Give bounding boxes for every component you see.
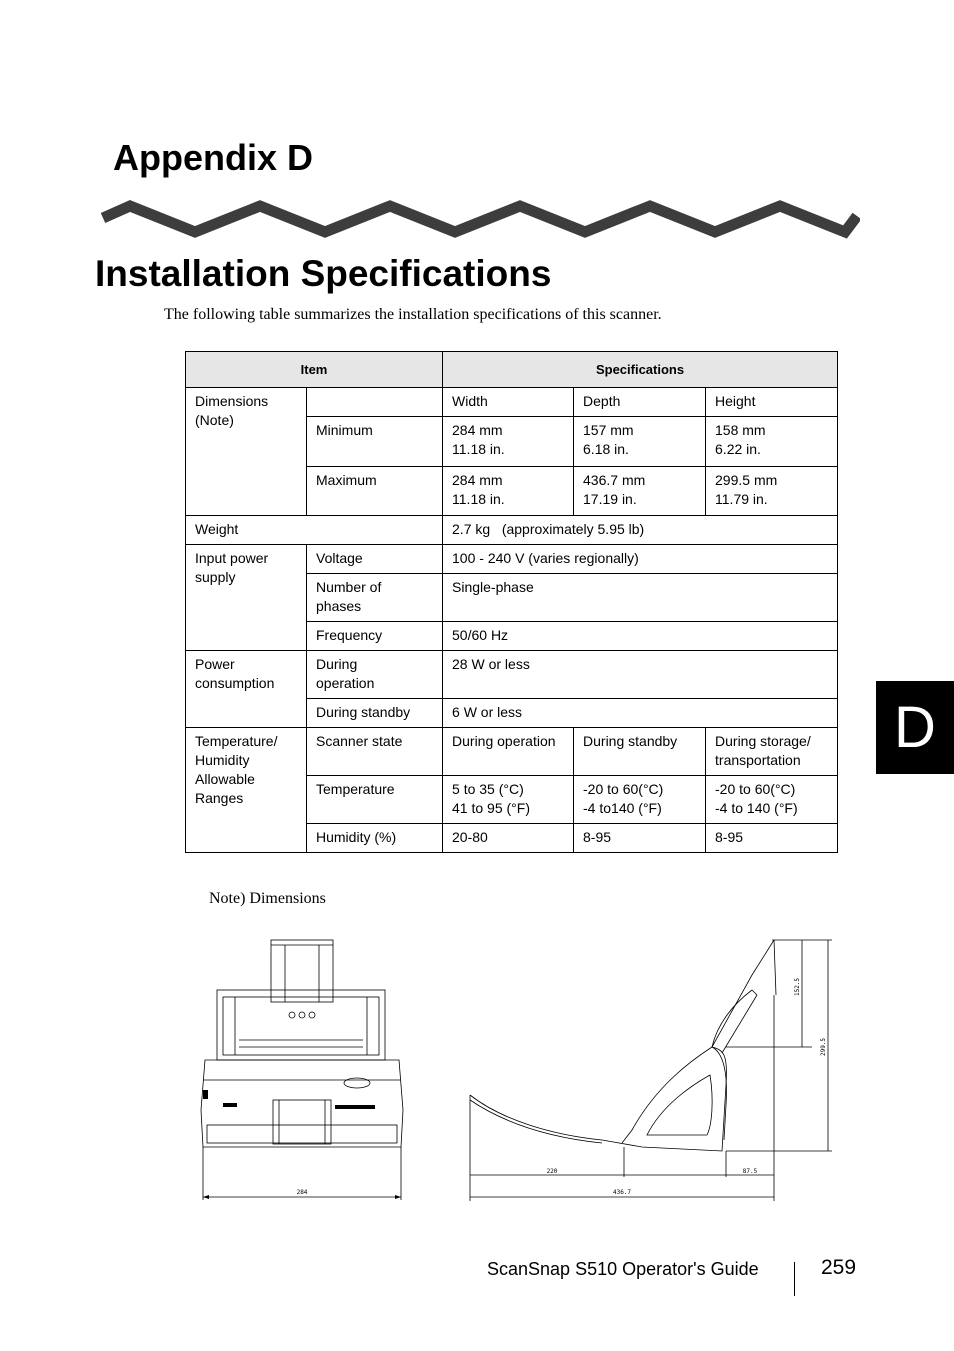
power-consumption-label: Power consumption bbox=[186, 651, 307, 728]
voltage-label: Voltage bbox=[307, 545, 443, 574]
frequency-label: Frequency bbox=[307, 622, 443, 651]
state-standby: During standby bbox=[574, 728, 706, 776]
section-title: Installation Specifications bbox=[95, 253, 552, 294]
appendix-tab: D bbox=[876, 681, 954, 774]
table-row bbox=[186, 651, 838, 699]
table-row bbox=[186, 388, 838, 417]
zigzag-divider bbox=[100, 198, 860, 240]
max-depth: 436.7 mm 17.19 in. bbox=[574, 467, 706, 516]
min-height: 158 mm 6.22 in. bbox=[706, 417, 838, 467]
side-height-top-label: 152.5 bbox=[794, 977, 801, 997]
max-width: 284 mm 11.18 in. bbox=[443, 467, 574, 516]
temp-standby: -20 to 60(°C) -4 to140 (°F) bbox=[574, 776, 706, 824]
operation-label: During operation bbox=[307, 651, 443, 699]
note-dimensions: Note) Dimensions bbox=[209, 890, 326, 907]
side-depth-rear-label: 87.5 bbox=[742, 1168, 758, 1175]
table-header-row bbox=[186, 352, 838, 388]
standby-value: 6 W or less bbox=[443, 699, 838, 728]
voltage-value: 100 - 240 V (varies regionally) bbox=[443, 545, 838, 574]
operation-value: 28 W or less bbox=[443, 651, 838, 699]
header-item: Item bbox=[186, 352, 443, 388]
weight-value: 2.7 kg (approximately 5.95 lb) bbox=[443, 516, 838, 545]
maximum-label: Maximum bbox=[307, 467, 443, 516]
page-number: 259 bbox=[821, 1256, 857, 1279]
col-width: Width bbox=[443, 388, 574, 417]
temp-storage: -20 to 60(°C) -4 to 140 (°F) bbox=[706, 776, 838, 824]
header-specifications: Specifications bbox=[443, 352, 838, 388]
table-row bbox=[186, 516, 838, 545]
side-depth-front-label: 220 bbox=[546, 1168, 558, 1175]
scanner-front-view-drawing bbox=[195, 935, 410, 1205]
specifications-table bbox=[185, 351, 838, 853]
table-row bbox=[186, 545, 838, 574]
side-total-height-label: 299.5 bbox=[820, 1037, 827, 1057]
intro-paragraph: The following table summarizes the installation specifications of this scanner. bbox=[164, 306, 662, 323]
empty-cell bbox=[307, 388, 443, 417]
temperature-label: Temperature bbox=[307, 776, 443, 824]
humidity-standby: 8-95 bbox=[574, 824, 706, 853]
weight-label: Weight bbox=[186, 516, 443, 545]
col-height: Height bbox=[706, 388, 838, 417]
side-total-depth-label: 436.7 bbox=[612, 1189, 632, 1196]
scanner-side-view-drawing bbox=[462, 935, 834, 1205]
environment-label: Temperature/ Humidity Allowable Ranges bbox=[186, 728, 307, 853]
minimum-label: Minimum bbox=[307, 417, 443, 467]
min-depth: 157 mm 6.18 in. bbox=[574, 417, 706, 467]
state-operation: During operation bbox=[443, 728, 574, 776]
humidity-label: Humidity (%) bbox=[307, 824, 443, 853]
phases-label: Number of phases bbox=[307, 574, 443, 622]
footer-divider bbox=[794, 1262, 795, 1296]
table-row bbox=[186, 728, 838, 776]
footer-guide-title: ScanSnap S510 Operator's Guide bbox=[487, 1259, 759, 1279]
state-storage: During storage/ transportation bbox=[706, 728, 838, 776]
frequency-value: 50/60 Hz bbox=[443, 622, 838, 651]
dimensions-label: Dimensions (Note) bbox=[186, 388, 307, 516]
phases-value: Single-phase bbox=[443, 574, 838, 622]
temp-operation: 5 to 35 (°C) 41 to 95 (°F) bbox=[443, 776, 574, 824]
state-label: Scanner state bbox=[307, 728, 443, 776]
min-width: 284 mm 11.18 in. bbox=[443, 417, 574, 467]
front-width-label: 284 bbox=[296, 1189, 308, 1196]
max-height: 299.5 mm 11.79 in. bbox=[706, 467, 838, 516]
standby-label: During standby bbox=[307, 699, 443, 728]
humidity-operation: 20-80 bbox=[443, 824, 574, 853]
appendix-title: Appendix D bbox=[113, 137, 314, 178]
col-depth: Depth bbox=[574, 388, 706, 417]
humidity-storage: 8-95 bbox=[706, 824, 838, 853]
power-supply-label: Input power supply bbox=[186, 545, 307, 651]
